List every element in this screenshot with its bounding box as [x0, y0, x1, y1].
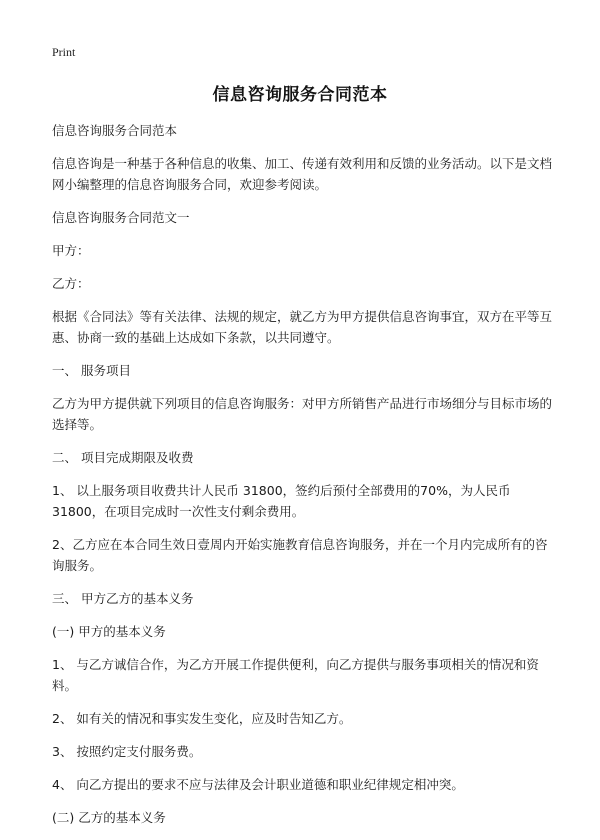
list-item-obligation-3: 3、 按照约定支付服务费。 — [52, 744, 202, 759]
section-heading-service: 一、 服务项目 — [52, 363, 131, 378]
paragraph-fee: 1、 以上服务项目收费共计人民币 31800，签约后预付全部费用的70%，为人民币 31800，在项目完成时一次性支付剩余费用。 — [52, 483, 511, 519]
paragraph-preamble: 根据《合同法》等有关法律、法规的规定，就乙方为甲方提供信息咨询事宜，双方在平等互惠、协商一致的基础上达成如下条款，以共同遵守。 — [52, 309, 553, 345]
list-item-obligation-2: 2、 如有关的情况和事实发生变化，应及时告知乙方。 — [52, 711, 352, 726]
list-item-obligation-1: 1、 与乙方诚信合作，为乙方开展工作提供便利，向乙方提供与服务事项相关的情况和资料。 — [52, 657, 539, 693]
paragraph-service: 乙方为甲方提供就下列项目的信息咨询服务：对甲方所销售产品进行市场细分与目标市场的选择等。 — [52, 396, 553, 432]
paragraph-term: 2、乙方应在本合同生效日壹周内开始实施教育信息咨询服务，并在一个月内完成所有的咨询服务。 — [52, 537, 548, 573]
paragraph-intro: 信息咨询是一种基于各种信息的收集、加工、传递有效利用和反馈的业务活动。以下是文档网小编整理的信息咨询服务合同，欢迎参考阅读。 — [52, 156, 553, 192]
print-link[interactable]: Print — [52, 45, 76, 59]
section-heading-term-fee: 二、 项目完成期限及收费 — [52, 450, 194, 465]
document-body — [52, 120, 552, 840]
paragraph-subtitle: 信息咨询服务合同范本 — [52, 123, 178, 138]
paragraph-party-a: 甲方： — [52, 243, 90, 258]
subsection-heading-party-a: (一) 甲方的基本义务 — [52, 624, 166, 639]
section-heading-obligations: 三、 甲方乙方的基本义务 — [52, 591, 194, 606]
list-item-obligation-4: 4、 向乙方提出的要求不应与法律及会计职业道德和职业纪律规定相冲突。 — [52, 777, 464, 792]
paragraph-sample-title: 信息咨询服务合同范文一 — [52, 210, 190, 225]
paragraph-party-b: 乙方： — [52, 276, 90, 291]
subsection-heading-party-b: (二) 乙方的基本义务 — [52, 810, 166, 825]
document-title: 信息咨询服务合同范本 — [212, 85, 388, 105]
